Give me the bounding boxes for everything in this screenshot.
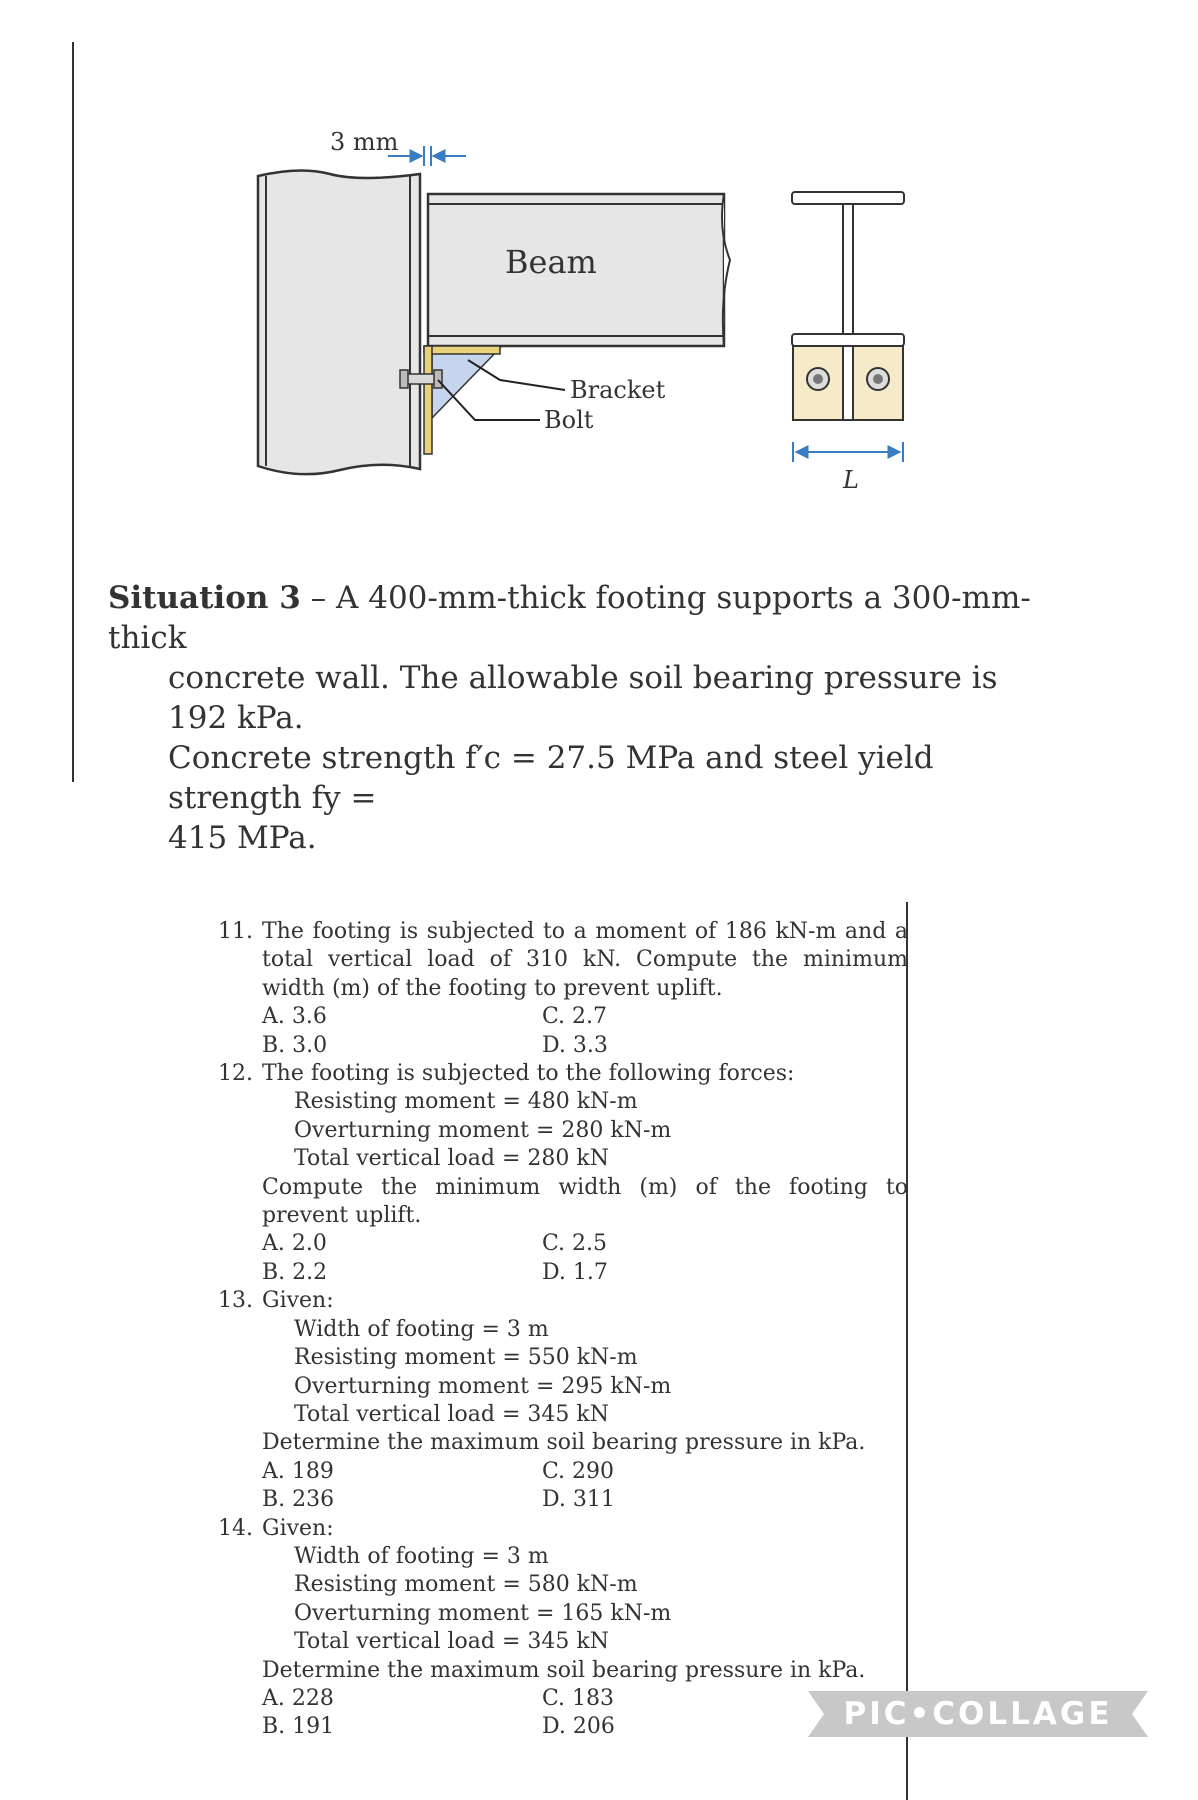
question-ask: Compute the minimum width (m) of the footing to prevent uplift.	[262, 1174, 908, 1229]
option-d[interactable]: D. 206	[542, 1714, 615, 1740]
bracket-label: Bracket	[570, 376, 666, 404]
given-item: Total vertical load = 345 kN	[294, 1629, 609, 1655]
column	[258, 170, 420, 474]
situation-line-1: – A 400-mm-thick footing supports a 300-mm-thick	[108, 580, 1031, 656]
situation-line-2: concrete wall. The allowable soil bearing pressure is 192 kPa.	[168, 660, 998, 736]
situation-line-3: Concrete strength f′c = 27.5 MPa and steel yield strength fy =	[168, 740, 934, 816]
option-d[interactable]: D. 3.3	[542, 1032, 608, 1058]
question-14	[218, 1515, 908, 1742]
question-number: 13.	[218, 1288, 253, 1314]
question-list	[218, 918, 908, 1742]
option-d[interactable]: D. 1.7	[542, 1259, 608, 1285]
given-item: Total vertical load = 345 kN	[294, 1401, 609, 1427]
given-list	[262, 1088, 908, 1173]
given-list	[262, 1543, 908, 1657]
option-b[interactable]: B. 2.2	[262, 1259, 328, 1285]
question-13	[218, 1287, 908, 1514]
beam-bracket-diagram	[0, 0, 1198, 520]
beam-label: Beam	[505, 243, 597, 281]
option-c[interactable]: C. 183	[542, 1685, 615, 1711]
length-dimension	[793, 442, 903, 462]
question-number: 11.	[218, 919, 253, 944]
situation-statement	[108, 578, 1048, 858]
answer-options	[262, 1458, 908, 1515]
option-a[interactable]: A. 228	[262, 1685, 334, 1711]
given-item: Overturning moment = 295 kN-m	[294, 1373, 672, 1399]
question-text: The footing is subjected to a moment of 186 kN-m and a total vertical load of 310 kN. Compute the minimum width (m) of the footing to prevent uplift.	[262, 919, 908, 1001]
given-item: Resisting moment = 580 kN-m	[294, 1572, 638, 1598]
pic-collage-watermark	[808, 1691, 1148, 1737]
question-text: Given:	[262, 1515, 334, 1541]
given-item: Width of footing = 3 m	[294, 1316, 549, 1342]
given-list	[262, 1316, 908, 1430]
question-ask: Determine the maximum soil bearing pressure in kPa.	[262, 1430, 866, 1456]
question-text: Given:	[262, 1288, 334, 1314]
option-c[interactable]: C. 2.5	[542, 1231, 608, 1257]
given-item: Overturning moment = 280 kN-m	[294, 1117, 672, 1143]
gap-arrows	[388, 146, 466, 166]
question-11	[218, 918, 908, 1060]
bolt-label: Bolt	[544, 406, 594, 434]
given-item: Resisting moment = 550 kN-m	[294, 1345, 638, 1371]
question-text: The footing is subjected to the following forces:	[262, 1061, 795, 1087]
question-number: 12.	[218, 1061, 253, 1087]
bracket	[424, 346, 500, 454]
given-item: Overturning moment = 165 kN-m	[294, 1600, 672, 1626]
option-c[interactable]: C. 290	[542, 1458, 615, 1484]
given-item: Resisting moment = 480 kN-m	[294, 1089, 638, 1115]
question-12	[218, 1060, 908, 1287]
dim-label: 3 mm	[330, 128, 399, 156]
option-a[interactable]: A. 189	[262, 1458, 334, 1484]
option-b[interactable]: B. 3.0	[262, 1032, 328, 1058]
given-item: Total vertical load = 280 kN	[294, 1146, 609, 1172]
option-b[interactable]: B. 191	[262, 1714, 335, 1740]
option-b[interactable]: B. 236	[262, 1487, 335, 1513]
option-d[interactable]: D. 311	[542, 1487, 615, 1513]
watermark-text: PIC•COLLAGE	[843, 1696, 1113, 1732]
given-item: Width of footing = 3 m	[294, 1543, 549, 1569]
situation-line-4: 415 MPa.	[168, 820, 317, 856]
question-number: 14.	[218, 1515, 253, 1541]
answer-options	[262, 1230, 908, 1287]
option-a[interactable]: A. 3.6	[262, 1004, 327, 1030]
answer-options	[262, 1003, 908, 1060]
option-c[interactable]: C. 2.7	[542, 1004, 608, 1030]
question-ask: Determine the maximum soil bearing pressure in kPa.	[262, 1657, 866, 1683]
length-label: L	[843, 466, 859, 494]
situation-heading: Situation 3	[108, 580, 301, 616]
option-a[interactable]: A. 2.0	[262, 1231, 327, 1257]
